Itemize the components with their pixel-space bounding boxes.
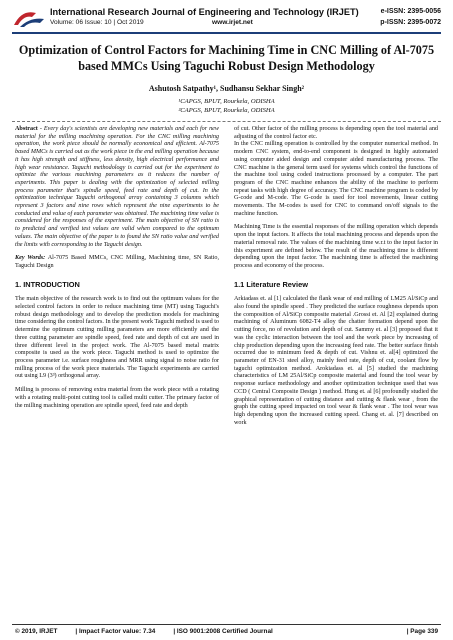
abstract-label: Abstract — [15, 126, 38, 132]
journal-title: International Research Journal of Engineering and Technology (IRJET) — [50, 7, 359, 17]
literature-review-paragraph: Arkiadass et. al [1] calculated the flank wear of end milling of LM25 Al/SiCp and also found the spindle speed . They predicted the surface roughness depends upon the composition of Al/SiCp composite material .Grossi et. Al [2] explained during machining of Aluminum 6082-T4 alloy the chatter formation depend upon the cutting force, no of revolution and depth of cut. Sammy et. al [3] proposed that it was the cyclic interaction between the tool and the work piece by increasing of chip production depending upon the increasing feed rate. The better surface finish occurred due to minimum feed & depth of cut. Vishnu et. al[4] optimized the parameter of EN-31 steel alloy, mainly feed rate, depth of cut, coolant flow by taguchi optimization method. Arokiadass et. al [5] studied the machining characteristics of LM 25Al/SiCp composite material and found the tool wear by response surface methodology and another optimization technique used that was CCD ( Central Composite Design ) method. Hung et. al [6] profoundly studied the graphical representation of cutting distance and cutting & flank wear , from the graph the cutting speed impacted on tool wear & flank wear . The tool wear was high depending upon the increased cutting speed. Chang et. al. [7] described on work — [234, 296, 438, 426]
journal-website[interactable]: www.irjet.net — [212, 19, 253, 26]
paper-authors: Ashutosh Satpathy¹, Sudhansu Sekhar Singh² — [148, 84, 305, 93]
right-column — [234, 126, 438, 433]
body-paragraph-3: Machining Time is the essential responses of the milling operation which depends upon the input factors. It affects the total machining process and depends upon the material removal rate. The values of the machining time w.r.t to the input factor in this experiment are defined below. The result of the machining time is different depending upon the input factor. The machining time is affected the machining process and economy of the process. — [234, 224, 438, 269]
journal-header — [0, 0, 453, 36]
keywords — [15, 255, 219, 270]
footer-impact-factor: | Impact Factor value: 7.34 — [75, 628, 156, 635]
p-issn: p-ISSN: 2395-0072 — [380, 19, 441, 26]
body-paragraph-1: of cut. Other factor of the milling process is depending open the tool material and adjusting of the control factor etc. — [234, 126, 438, 140]
e-issn: e-ISSN: 2395-0056 — [380, 8, 441, 15]
literature-review-heading: 1.1 Literature Review — [234, 279, 308, 289]
left-column — [15, 126, 219, 416]
intro-paragraph-1: The main objective of the research work is to find out the optimum values for the selected control factors in order to reduce machining time (MT) using Taguchi's robust design methodology and to develop the prediction models for machining time considering the control factors. In the present work Taguchi method is used to determine the optimum cutting milling parameters are more efficiently and the three cutting parameter are spindle speed, feed rate and depth of cut are used in three different level in the project work. The Al-7075 based metal matrix composite is used as the work piece. Taguchi method is used to optimize the process parameter i.e. surface roughness and MRR using signal to noise ratio for milling process of the work piece materials. The Taguchi experiments are carried out using L9 (3³) orthogonal array. — [15, 296, 219, 380]
keywords-text: Al-7075 Based MMCs, CNC Milling, Machining time, SN Ratio, Taguchi Design — [15, 255, 219, 269]
body-paragraph-2: In the CNC milling operation is controlled by the computer numerical method. In modern CNC system, end-to-end component is designed in highly automated using computer aided design and computer aided manufacturing process. The CNC machine is the general term used for systems which control the functions of the machine tool using coded instructions processed by a computer. The part program of the CNC machine enhances the ability of the machine to perform repeat tasks with high degree of accuracy. The CNC machine program is coded by G-code and M-code. The G-code is used for tool movements, linear cutting movements. The M-codes is used for CNC to command on/off signals to the machine function. — [234, 141, 438, 217]
header-rule — [12, 32, 441, 34]
volume-line: Volume: 06 Issue: 10 | Oct 2019 — [50, 19, 144, 26]
irjet-logo — [12, 7, 46, 29]
paper-title: Optimization of Control Factors for Machining Time in CNC Milling of Al-7075 based MMCs Using Taguchi Robust Design Methodology — [18, 43, 435, 73]
footer-iso: | ISO 9001:2008 Certified Journal — [173, 628, 273, 635]
footer-rule — [12, 624, 441, 625]
footer-page-number: | Page 339 — [406, 628, 438, 635]
intro-heading: 1. INTRODUCTION — [15, 279, 80, 289]
page-footer — [15, 628, 438, 635]
abstract-text: - Every day's scientists are developing new materials and each for new material for the milling machining operation. For the CNC milling machining operation, the work piece should be normally economical and efficient. Al-7075 based MMCs is carried out as the work piece in the end milling operation because it has high strength and stiffness, less density, high electrical performance and high wear resistance. Taguchi methodology is carried out for the experiment to optimize the various machining parameters as it reduces the number of experiments. This paper is dealing with the optimization of selected milling process parameter that's spindle speed, feed rate and depth of cut. In the optimization technique Taguchi orthogonal array containing 3 columns which represent 3 factors and nine rows which represent the nine experiments to be conducted and value of each parameter was obtained. The machining time value is considered for the responses of the experiment. The main objective of SN ratio is to predicted and verified test values are valid when compared to the optimum values. The main objective of the paper is to found the SN ratio value and verified the limits with corresponding to the Taguchi design. — [15, 126, 219, 248]
affiliation-1: ¹CAPGS, BPUT, Rourkela, ODISHA — [178, 98, 275, 105]
keywords-label: Key Words: — [15, 255, 46, 262]
section-separator — [12, 121, 441, 122]
footer-copyright: © 2019, IRJET — [15, 628, 58, 635]
intro-paragraph-2: Milling is process of removing extra material from the work piece with a rotating with a rotating multi-point cutting tool is called multi cutter. The primary factor of the milling machining operation are spindle speed, feed rate and depth — [15, 387, 219, 409]
affiliation-2: ²CAPGS, BPUT, Rourkela, ODISHA — [178, 107, 275, 114]
abstract — [15, 126, 219, 249]
